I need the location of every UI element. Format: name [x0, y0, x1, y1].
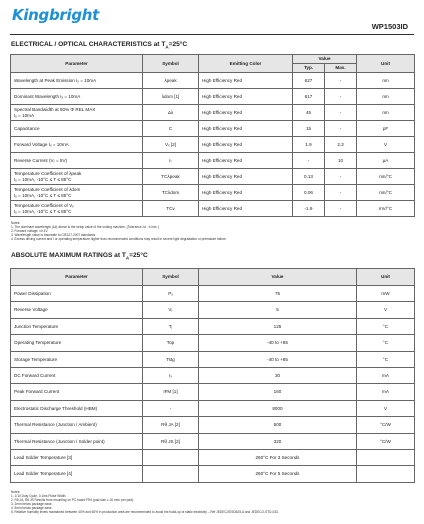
note-line: 1. The dominant wavelength (λd) above is the setup value of the sorting machine. (Tolerance λd : ±1nm. ) [11, 224, 160, 229]
eo-typ: - [293, 153, 325, 169]
eo-parameter: Wavelength at Peak Emission Iₓ = 10mA [11, 73, 143, 89]
amr-symbol: Rθ JS [2] [143, 433, 199, 449]
eo-row [11, 121, 415, 137]
amr-parameter: Power Dissipation [11, 286, 143, 302]
amr-unit: V [357, 302, 415, 318]
part-number: WP1503ID [371, 22, 408, 31]
note-line: Notes: [11, 221, 21, 225]
eo-row [11, 105, 415, 121]
note-line: 3. 2mm below package base. [11, 501, 53, 506]
eo-row [11, 73, 415, 89]
eo-parameter: Reverse Current (Vᵣ = 5V) [11, 153, 143, 169]
eo-symbol: λdom [1] [143, 89, 199, 105]
eo-symbol: C [143, 121, 199, 137]
eo-header-parameter: Parameter [11, 55, 143, 73]
amr-unit: °C [357, 318, 415, 334]
eo-typ: -1.9 [293, 201, 325, 217]
eo-unit: pF [357, 121, 415, 137]
amr-value: -40 to +85 [199, 351, 357, 367]
amr-symbol: IFM [1] [143, 384, 199, 400]
eo-max: - [325, 105, 357, 121]
eo-row [11, 153, 415, 169]
amr-unit: mA [357, 367, 415, 383]
amr-value: 500 [199, 417, 357, 433]
amr-parameter: Thermal Resistance (Junction / Ambient) [11, 417, 143, 433]
eo-unit: nm [357, 89, 415, 105]
eo-max: - [325, 89, 357, 105]
amr-parameter: Operating Temperature [11, 335, 143, 351]
amr-symbol: Rθ JA [2] [143, 417, 199, 433]
eo-header-unit: Unit [357, 55, 415, 73]
amr-parameter: Lead Solder Temperature [4] [11, 466, 143, 482]
note-line: 4. Excess driving current and / or operating temperature higher than recommended conditions may result in severe light degradation or premature failure. [11, 236, 227, 241]
eo-unit: nm/°C [357, 169, 415, 185]
amr-header-value: Value [199, 269, 357, 286]
amr-header-symbol: Symbol [143, 269, 199, 286]
eo-table [10, 54, 415, 217]
eo-parameter: Temperature Coefficient of λdom Iₓ = 10mA, -10°C ≤ T ≤ 85°C [11, 185, 143, 201]
amr-symbol: Iₓ [143, 367, 199, 383]
eo-max: - [325, 169, 357, 185]
amr-section-title: ABSOLUTE MAXIMUM RATINGS at $T_A=25^\circ C$ [11, 252, 148, 261]
amr-symbol: Tⱼ [143, 318, 199, 334]
amr-row [11, 400, 415, 416]
amr-parameter: Electrostatic Discharge Threshold (HBM) [11, 400, 143, 416]
note-line: 4. 5mm below package base. [11, 505, 53, 510]
amr-row [11, 433, 415, 449]
amr-value: 5 [199, 302, 357, 318]
amr-symbol: - [143, 400, 199, 416]
note-line: Notes: [11, 490, 21, 494]
eo-max: - [325, 201, 357, 217]
amr-unit: mA [357, 384, 415, 400]
eo-parameter: Temperature Coefficient of λpeak Iₓ = 10mA, -10°C ≤ T ≤ 85°C [11, 169, 143, 185]
amr-value: 260°C For 5 Seconds [199, 466, 357, 482]
eo-row [11, 185, 415, 201]
brand-logo: Kingbright [12, 6, 100, 24]
amr-row [11, 302, 415, 318]
eo-emitting-color: High Efficiency Red [199, 169, 293, 185]
amr-parameter: Reverse Voltage [11, 302, 143, 318]
eo-symbol: TCλpeak [143, 169, 199, 185]
eo-max: - [325, 73, 357, 89]
eo-parameter: Dominant Wavelength Iₓ = 10mA [11, 89, 143, 105]
amr-unit: V [357, 400, 415, 416]
amr-parameter: Thermal Resistance (Junction / Solder point) [11, 433, 143, 449]
amr-value: 8000 [199, 400, 357, 416]
eo-unit: nm [357, 73, 415, 89]
eo-symbol: Vₓ [2] [143, 137, 199, 153]
eo-typ: 45 [293, 105, 325, 121]
eo-header-max: Max. [325, 64, 357, 73]
eo-row [11, 89, 415, 105]
amr-table [10, 268, 415, 483]
eo-typ: 0.13 [293, 169, 325, 185]
note-line: 2. Rθ JA, Rθ JS Results from mounting on PC board FR4 (pad size ≥ 16 mm² per pad). [11, 497, 134, 502]
eo-emitting-color: High Efficiency Red [199, 121, 293, 137]
eo-header-value: Value [293, 55, 357, 64]
amr-row [11, 384, 415, 400]
eo-parameter: Forward Voltage Iₓ = 10mA [11, 137, 143, 153]
amr-value: 125 [199, 318, 357, 334]
amr-unit [357, 449, 415, 465]
amr-row [11, 449, 415, 465]
amr-symbol: Top [143, 335, 199, 351]
eo-symbol: λpeak [143, 73, 199, 89]
eo-section-title: ELECTRICAL / OPTICAL CHARACTERISTICS at $T_A=25^\circ C$ [11, 41, 188, 50]
eo-header-typ: Typ. [293, 64, 325, 73]
eo-unit: nm [357, 105, 415, 121]
note-line: 5. Relative humidity levels maintained between 40% and 60% in production area are recommended to avoid the build-up of static electricity – Ref JEDEC/JESD625-A and JEDEC/J-STD-033. [11, 509, 279, 514]
eo-unit: nm/°C [357, 185, 415, 201]
eo-row [11, 169, 415, 185]
eo-max: 2.3 [325, 137, 357, 153]
eo-symbol: TCλdom [143, 185, 199, 201]
amr-symbol [143, 449, 199, 465]
amr-value: 320 [199, 433, 357, 449]
eo-parameter: Temperature Coefficient of Vₓ Iₓ = 10mA, -10°C ≤ T ≤ 85°C [11, 201, 143, 217]
amr-parameter: DC Forward Current [11, 367, 143, 383]
eo-unit: V [357, 137, 415, 153]
amr-row [11, 466, 415, 482]
amr-unit: °C/W [357, 417, 415, 433]
eo-max: 10 [325, 153, 357, 169]
eo-emitting-color: High Efficiency Red [199, 185, 293, 201]
amr-header-unit: Unit [357, 269, 415, 286]
amr-value: 160 [199, 384, 357, 400]
amr-notes [11, 491, 279, 514]
amr-parameter: Junction Temperature [11, 318, 143, 334]
eo-parameter: Spectral Bandwidth at 50% Φ REL MAX Iₓ = 10mA [11, 105, 143, 121]
eo-typ: 627 [293, 73, 325, 89]
amr-row [11, 351, 415, 367]
eo-row [11, 201, 415, 217]
amr-unit: °C [357, 335, 415, 351]
eo-max: - [325, 121, 357, 137]
eo-header-color: Emitting Color [199, 55, 293, 73]
amr-parameter: Storage Temperature [11, 351, 143, 367]
amr-row [11, 335, 415, 351]
amr-row [11, 286, 415, 302]
amr-value: 30 [199, 367, 357, 383]
eo-emitting-color: High Efficiency Red [199, 73, 293, 89]
amr-unit [357, 466, 415, 482]
eo-emitting-color: High Efficiency Red [199, 105, 293, 121]
eo-emitting-color: High Efficiency Red [199, 153, 293, 169]
eo-symbol: Δλ [143, 105, 199, 121]
amr-header-parameter: Parameter [11, 269, 143, 286]
eo-emitting-color: High Efficiency Red [199, 201, 293, 217]
amr-parameter: Peak Forward Current [11, 384, 143, 400]
eo-emitting-color: High Efficiency Red [199, 89, 293, 105]
amr-row [11, 417, 415, 433]
amr-symbol [143, 466, 199, 482]
amr-symbol: Tstg [143, 351, 199, 367]
eo-typ: 0.06 [293, 185, 325, 201]
eo-max: - [325, 185, 357, 201]
note-line: 2. Forward voltage: ±0.1V. [11, 228, 49, 233]
amr-value: 75 [199, 286, 357, 302]
eo-symbol: Iᵣ [143, 153, 199, 169]
amr-symbol: Pₓ [143, 286, 199, 302]
eo-emitting-color: High Efficiency Red [199, 137, 293, 153]
eo-typ: 15 [293, 121, 325, 137]
eo-row [11, 137, 415, 153]
eo-symbol: TCv [143, 201, 199, 217]
eo-header-symbol: Symbol [143, 55, 199, 73]
note-line: 1. 1/10 Duty Cycle, 0.1ms Pulse Width. [11, 493, 67, 498]
header-rule [10, 34, 414, 35]
eo-notes [11, 222, 227, 242]
amr-parameter: Lead Solder Temperature [3] [11, 449, 143, 465]
amr-value: 260°C For 3 Seconds [199, 449, 357, 465]
eo-parameter: Capacitance [11, 121, 143, 137]
eo-typ: 1.9 [293, 137, 325, 153]
eo-typ: 617 [293, 89, 325, 105]
eo-unit: µA [357, 153, 415, 169]
amr-unit: mW [357, 286, 415, 302]
amr-row [11, 318, 415, 334]
amr-unit: °C/W [357, 433, 415, 449]
eo-unit: mV/°C [357, 201, 415, 217]
amr-symbol: Vᵣ [143, 302, 199, 318]
amr-row [11, 367, 415, 383]
note-line: 3. Wavelength value is traceable to CIE127-2007 standards. [11, 232, 96, 237]
amr-value: -40 to +85 [199, 335, 357, 351]
amr-unit: °C [357, 351, 415, 367]
